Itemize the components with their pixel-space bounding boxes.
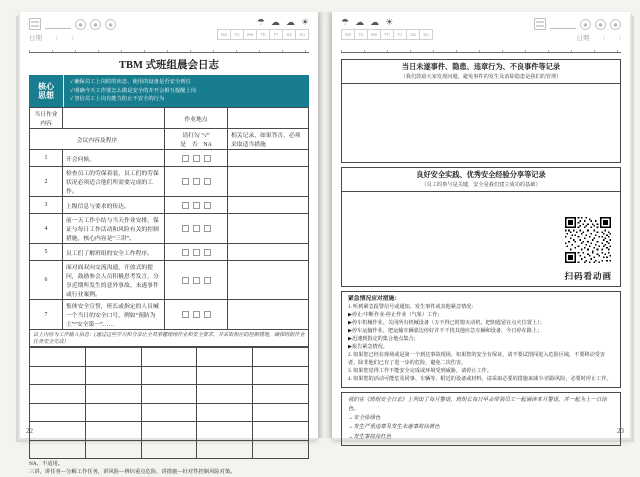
weekday-selector xyxy=(341,29,433,40)
qr-block xyxy=(564,217,612,282)
signature-cell[interactable] xyxy=(253,422,309,441)
good-practice-title-block xyxy=(342,168,620,192)
table-row xyxy=(30,366,309,385)
checkbox-no[interactable] xyxy=(193,178,200,185)
tick-cell xyxy=(165,244,228,261)
left-header xyxy=(29,18,309,48)
table-row xyxy=(30,214,309,244)
signature-cell[interactable] xyxy=(85,366,141,385)
agenda-item-text: 上级信息与要求的传达。 xyxy=(63,197,165,214)
record-field[interactable] xyxy=(228,150,309,167)
date-label: 日期 xyxy=(576,35,590,42)
record-field[interactable] xyxy=(228,167,309,197)
signature-cell[interactable] xyxy=(30,403,86,422)
page-title: TBM 式班组晨会日志 xyxy=(118,60,220,71)
agenda-item-text: 集体安全宣誓，班长或指定的人员喊一个当日的安全口号，例如“预防为主”“安全第一”…… xyxy=(63,300,165,330)
team-name-field[interactable] xyxy=(550,19,576,29)
tick-cell xyxy=(165,167,228,197)
page-number-right: 23 xyxy=(617,427,624,435)
agenda-item-text: 检查员工的劳保着装，员工们的劳保状况必须适合他们所需要完成的工作。 xyxy=(63,167,165,197)
signature-cell[interactable] xyxy=(253,348,309,367)
checkbox-yes[interactable] xyxy=(182,155,189,162)
signature-cell[interactable] xyxy=(141,348,197,367)
work-place-field[interactable] xyxy=(228,108,309,129)
checkbox-na[interactable] xyxy=(204,178,211,185)
weekday-cell[interactable]: Mo xyxy=(217,29,231,40)
tick-header-line: 请打勾 “√” xyxy=(182,133,210,140)
checkbox-na[interactable] xyxy=(204,155,211,162)
record-field[interactable] xyxy=(228,244,309,261)
checkbox-yes[interactable] xyxy=(182,225,189,232)
weekday-cell[interactable]: Th xyxy=(381,29,394,40)
signature-cell[interactable] xyxy=(197,348,253,367)
work-content-label: 当日作业内容 xyxy=(30,108,63,129)
qr-code xyxy=(565,217,611,263)
section-subtitle: （员工的参与是关键，安全是我们建立成功的基础） xyxy=(421,182,541,188)
header-divider xyxy=(341,50,621,53)
tick-cell xyxy=(165,197,228,214)
monthly-line: →发生严重违章及发生未遂事故涂黄色 xyxy=(348,424,440,431)
table-header-row xyxy=(30,129,309,150)
header-id-block xyxy=(534,18,621,42)
date-slash: / xyxy=(71,35,74,42)
weekday-cell[interactable]: Tu xyxy=(355,29,368,40)
emergency-section xyxy=(341,291,621,388)
core-ideas-list xyxy=(64,75,309,107)
agenda-item-text: 前一天工作小结与当天作业安排，保证与每日工作活动和风险有关的控制措施，核心内容是“三讲”。 xyxy=(63,214,165,244)
checkbox-na[interactable] xyxy=(204,202,211,209)
checkbox-na[interactable] xyxy=(204,311,211,318)
record-field[interactable] xyxy=(228,214,309,244)
incident-record-area[interactable] xyxy=(342,84,620,162)
weekday-cell[interactable]: Tu xyxy=(231,29,244,40)
checkbox-yes[interactable] xyxy=(182,202,189,209)
signature-cell[interactable] xyxy=(141,403,197,422)
row-number: 6 xyxy=(30,261,63,300)
date-slash: / xyxy=(56,35,58,42)
left-page xyxy=(20,12,318,476)
emergency-line: ▶停止/中断作业-停止作业（气象）工作； xyxy=(348,311,443,318)
cloud-icon[interactable]: ☁ xyxy=(370,17,380,27)
weekday-cell[interactable]: We xyxy=(244,29,257,40)
emergency-line: ▶停车运输作业、把运输车辆靠边停好并不干扰其他应急车辆和设备、今日停在路上； xyxy=(348,327,543,334)
core-label-line: 思想 xyxy=(38,91,54,101)
mood-icon[interactable] xyxy=(610,19,621,30)
mood-icon[interactable] xyxy=(580,19,591,30)
tick-header xyxy=(165,129,228,150)
emergency-line: ▶停车机械作业、关闭所有机械设备（万不得已时熄灭动机、把钥匙留在点火位置上）； xyxy=(348,319,545,326)
team-stamp-box xyxy=(29,18,41,30)
tick-cell xyxy=(165,300,228,330)
sun-icon[interactable]: ☀ xyxy=(385,17,394,27)
checkbox-yes[interactable] xyxy=(182,249,189,256)
table-row xyxy=(30,348,309,367)
footnote-line: NA，不适用。 xyxy=(29,461,64,468)
footnote-line: 三讲，讲任务—分解工作任务，讲风险—辨识重点危险，讲措施—针对性控制风险对策。 xyxy=(29,469,236,476)
work-content-field[interactable] xyxy=(63,108,165,129)
record-header: 相关记录，如果答否，必须采取适当措施 xyxy=(228,129,309,150)
monthly-line: 我们在《班组安全日志》上列出了每月警语，班组长每日早会带领员工一起诵读本月警语，并一起为上一日涂色。 xyxy=(348,396,607,413)
row-number: 7 xyxy=(30,300,63,330)
signature-cell[interactable] xyxy=(197,385,253,404)
weekday-cell[interactable]: Fr xyxy=(270,29,283,40)
team-name-field[interactable] xyxy=(45,19,71,29)
signature-cell[interactable] xyxy=(85,422,141,441)
signature-cell[interactable] xyxy=(141,422,197,441)
table-row xyxy=(30,197,309,214)
weekday-cell[interactable]: Sa xyxy=(407,29,420,40)
cloud-icon[interactable]: ☁ xyxy=(355,17,365,27)
right-header xyxy=(341,18,621,48)
page-gutter xyxy=(318,12,332,438)
signature-cell[interactable] xyxy=(85,385,141,404)
signature-cell[interactable] xyxy=(197,422,253,441)
emergency-title: 紧急情况应对措施： xyxy=(348,296,401,302)
checkbox-no[interactable] xyxy=(193,277,200,284)
table-row xyxy=(30,422,309,441)
signature-cell[interactable] xyxy=(141,440,197,459)
weekday-cell[interactable]: We xyxy=(368,29,381,40)
signature-cell[interactable] xyxy=(85,348,141,367)
row-number: 5 xyxy=(30,244,63,261)
core-ideas-box xyxy=(29,75,309,107)
signature-cell[interactable] xyxy=(141,366,197,385)
checkbox-yes[interactable] xyxy=(182,178,189,185)
table-row xyxy=(30,244,309,261)
signature-cell[interactable] xyxy=(30,348,86,367)
incident-record-section xyxy=(341,59,621,163)
header-divider xyxy=(29,50,309,53)
signature-cell[interactable] xyxy=(197,403,253,422)
signature-cell[interactable] xyxy=(253,440,309,459)
signature-cell[interactable] xyxy=(197,366,253,385)
checkbox-no[interactable] xyxy=(193,155,200,162)
checkbox-na[interactable] xyxy=(204,225,211,232)
table-row xyxy=(30,300,309,330)
checkbox-no[interactable] xyxy=(193,225,200,232)
table-note-row xyxy=(30,330,309,347)
checkbox-na[interactable] xyxy=(204,249,211,256)
table-row xyxy=(30,385,309,404)
emergency-line: 2. 如果您已经在现场或是第一个到达事故现场，如果您的安全有保证，请不要试图闯进入危险区域，不要移动受害者，除非他们已有了进一步的危险，避免二次伤害。 xyxy=(348,351,606,366)
header-id-block xyxy=(29,18,116,42)
monthly-line: →发生事故涂红色 xyxy=(348,433,392,440)
signature-cell[interactable] xyxy=(141,385,197,404)
signature-cell[interactable] xyxy=(85,440,141,459)
core-idea-item: √ 明确今天工作要怎么做是安全的并开会相互提醒上岗 xyxy=(70,87,197,94)
checkbox-no[interactable] xyxy=(193,311,200,318)
checkbox-yes[interactable] xyxy=(182,277,189,284)
incident-record-title-block xyxy=(342,60,620,84)
core-idea-item: √ 确保员工上岗时的状态、使用的设备是否安全到位 xyxy=(70,79,191,85)
signature-cell[interactable] xyxy=(253,385,309,404)
signature-grid xyxy=(29,347,309,459)
record-field[interactable] xyxy=(228,300,309,330)
mood-icon[interactable] xyxy=(595,19,606,30)
monthly-slogan-section xyxy=(341,392,621,446)
tick-header-line: 是 否 NA xyxy=(180,142,212,149)
checkbox-yes[interactable] xyxy=(182,311,189,318)
tick-cell xyxy=(165,261,228,300)
row-number: 2 xyxy=(30,167,63,197)
table-row xyxy=(30,440,309,459)
emergency-line: ▶迅速到指定的集合地点集合； xyxy=(348,335,419,342)
weekday-cell[interactable]: Th xyxy=(257,29,270,40)
good-practice-area[interactable] xyxy=(342,192,620,286)
signature-cell[interactable] xyxy=(30,385,86,404)
row-number: 3 xyxy=(30,197,63,214)
umbrella-icon[interactable]: ☂ xyxy=(341,17,350,27)
work-place-label: 作业地点 xyxy=(165,108,228,129)
signature-cell[interactable] xyxy=(30,422,86,441)
signature-cell[interactable] xyxy=(30,366,86,385)
agenda-item-text: 面对面双向交流沟通，开放式的提问，鼓励参会人员积极思考发言，分享近期所发生的意外事故、未遂事件或行业案例。 xyxy=(63,261,165,300)
monthly-line: →安全涂绿色 xyxy=(348,415,381,422)
section-title: 良好安全实践、优秀安全经验分享等记录 xyxy=(416,171,546,179)
team-stamp-box xyxy=(534,18,546,30)
agenda-header: 会议内容及程序 xyxy=(30,129,165,150)
table-row xyxy=(30,167,309,197)
header-weather-block xyxy=(217,18,309,40)
table-row xyxy=(30,150,309,167)
page-number-left: 22 xyxy=(26,427,33,435)
umbrella-icon[interactable]: ☂ xyxy=(256,17,265,27)
signature-cell[interactable] xyxy=(253,403,309,422)
emergency-line: 3. 如果您觉得工作不能安全完成或环境受到威胁，请停止工作。 xyxy=(348,367,492,374)
agenda-item-text: 开会问候。 xyxy=(63,150,165,167)
section-subtitle: （我们鼓励大家发现问题，避免事件的发生及消除隐患是我们的管理） xyxy=(400,74,562,80)
checkbox-no[interactable] xyxy=(193,202,200,209)
signature-cell[interactable] xyxy=(85,403,141,422)
table-note: 以上内容为工作输入信息：(通过这些学习和分享让全员掌握现场作业和安全要求，并采取相应的控制措施，确保班组作业任务安全完成） xyxy=(30,330,309,347)
record-field[interactable] xyxy=(228,261,309,300)
date-slash: / xyxy=(619,35,621,42)
footnotes xyxy=(29,461,309,477)
mood-icon[interactable] xyxy=(105,19,116,30)
core-label-line: 核心 xyxy=(38,81,54,91)
table-row xyxy=(30,108,309,129)
signature-cell[interactable] xyxy=(253,366,309,385)
date-slash: / xyxy=(603,35,606,42)
weekday-cell[interactable]: Su xyxy=(296,29,309,40)
core-ideas-label xyxy=(29,75,64,107)
emergency-line: 1. 听到紧急报警信号或通知、发生事件或其他紧急情况： xyxy=(348,303,477,310)
checkbox-na[interactable] xyxy=(204,277,211,284)
row-number: 4 xyxy=(30,214,63,244)
meeting-table xyxy=(29,107,309,347)
row-number: 1 xyxy=(30,150,63,167)
checkbox-no[interactable] xyxy=(193,249,200,256)
signature-cell[interactable] xyxy=(197,440,253,459)
core-idea-item: √ 坚信员工上岗有能力防止不安全的行为 xyxy=(70,96,165,103)
sun-icon[interactable]: ☀ xyxy=(300,17,309,27)
section-title: 当日未遂事件、隐患、违章行为、不良事件等记录 xyxy=(401,63,561,71)
emergency-line: 4. 如果您的活动可能危及同事、车辆等、附近的设备或材料，请采取必要的措施来减少/消除风险，必要时停止工作。 xyxy=(348,375,612,382)
agenda-item-text: 员工们了解班组的安全工作程序。 xyxy=(63,244,165,261)
cloud-icon[interactable]: ☁ xyxy=(270,17,280,27)
weekday-cell[interactable]: Fr xyxy=(394,29,407,40)
record-field[interactable] xyxy=(228,197,309,214)
weekday-cell[interactable]: Mo xyxy=(341,29,355,40)
weekday-cell[interactable]: Sa xyxy=(283,29,296,40)
cloud-icon[interactable]: ☁ xyxy=(285,17,295,27)
signature-cell[interactable] xyxy=(30,440,86,459)
tick-cell xyxy=(165,150,228,167)
qr-caption: 扫码看动画 xyxy=(564,271,612,281)
weekday-cell[interactable]: Su xyxy=(420,29,433,40)
table-row xyxy=(30,261,309,300)
table-row xyxy=(30,403,309,422)
good-practice-section xyxy=(341,167,621,287)
mood-icon[interactable] xyxy=(90,19,101,30)
mood-icon[interactable] xyxy=(75,19,86,30)
header-weather-block xyxy=(341,18,433,40)
right-page xyxy=(332,12,630,438)
emergency-line: ▶报告紧急情况。 xyxy=(348,343,388,350)
tick-cell xyxy=(165,214,228,244)
date-label: 日期 xyxy=(29,35,42,42)
weekday-selector xyxy=(217,29,309,40)
